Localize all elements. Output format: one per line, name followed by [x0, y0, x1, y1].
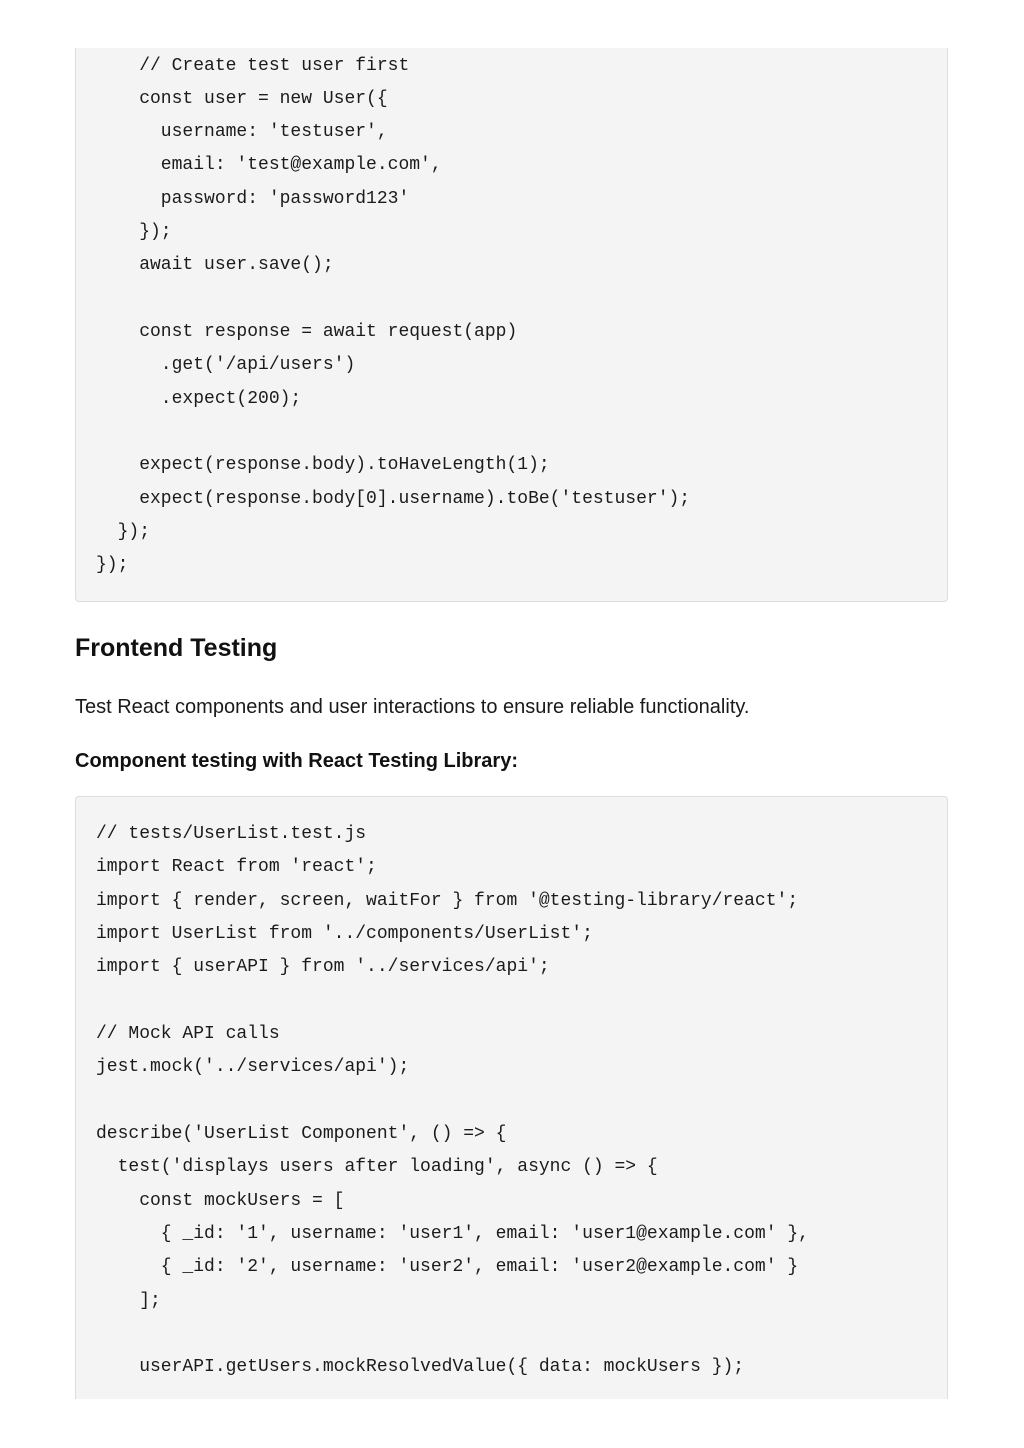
section-subheading: Component testing with React Testing Library: — [75, 750, 518, 772]
section-paragraph: Test React components and user interactions to ensure reliable functionality. — [75, 696, 750, 718]
code-line: const mockUsers = [ — [96, 1191, 345, 1211]
code-line: // Mock API calls — [96, 1024, 280, 1044]
code-line: const user = new User({ — [96, 89, 388, 109]
code-line: password: 'password123' — [96, 189, 410, 209]
code-line: // tests/UserList.test.js — [96, 824, 367, 844]
code-line: describe('UserList Component', () => { — [96, 1124, 507, 1144]
code-line: .expect(200); — [96, 389, 302, 409]
code-line: }); — [96, 522, 151, 542]
code-block-userlist-test — [75, 796, 948, 1399]
code-line: const response = await request(app) — [96, 322, 518, 342]
code-line: }); — [96, 555, 129, 575]
code-line: userAPI.getUsers.mockResolvedValue({ data: mockUsers }); — [96, 1357, 745, 1377]
section-heading: Frontend Testing — [75, 634, 278, 662]
code-line: import { userAPI } from '../services/api'; — [96, 957, 550, 977]
code-line: username: 'testuser', — [96, 122, 388, 142]
code-line: jest.mock('../services/api'); — [96, 1057, 410, 1077]
code-line: email: 'test@example.com', — [96, 155, 442, 175]
code-line: { _id: '1', username: 'user1', email: 'user1@example.com' }, — [96, 1224, 809, 1244]
code-line: import React from 'react'; — [96, 857, 377, 877]
code-line: { _id: '2', username: 'user2', email: 'user2@example.com' } — [96, 1257, 799, 1277]
code-line: .get('/api/users') — [96, 355, 356, 375]
code-line: // Create test user first — [96, 56, 410, 76]
code-line: expect(response.body).toHaveLength(1); — [96, 455, 550, 475]
code-line: expect(response.body[0].username).toBe('testuser'); — [96, 489, 691, 509]
code-line: import { render, screen, waitFor } from '@testing-library/react'; — [96, 891, 799, 911]
code-line: }); — [96, 222, 172, 242]
code-line: import UserList from '../components/UserList'; — [96, 924, 593, 944]
code-line: test('displays users after loading', async () => { — [96, 1157, 658, 1177]
code-line: await user.save(); — [96, 255, 334, 275]
code-line: ]; — [96, 1291, 161, 1311]
code-block-user-api-test — [75, 48, 948, 602]
